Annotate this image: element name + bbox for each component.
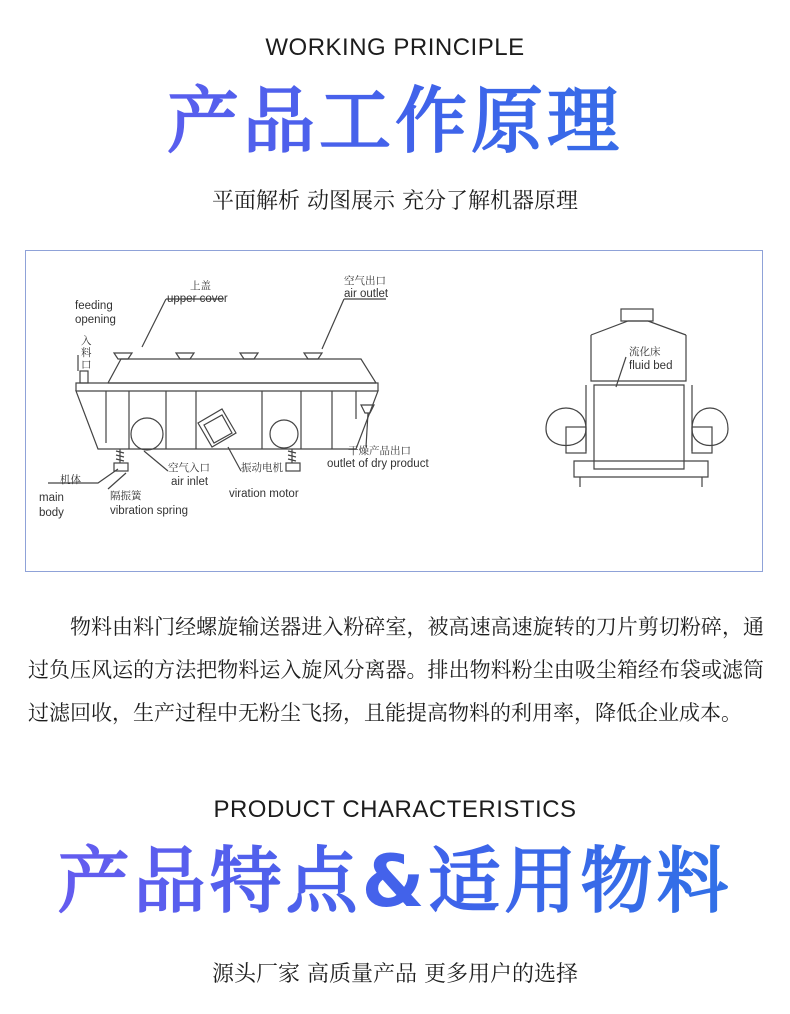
label-motor-cn: 振动电机	[241, 462, 283, 474]
label-air-outlet-cn: 空气出口	[344, 275, 386, 287]
machine-diagram	[25, 250, 763, 572]
label-air-inlet-en: air inlet	[171, 476, 209, 488]
product-characteristics-heading: PRODUCT CHARACTERISTICS	[213, 796, 577, 823]
label-air-inlet-cn: 空气入口	[168, 462, 210, 474]
label-dry-outlet-en: outlet of dry product	[327, 458, 429, 470]
diagram-drawing	[26, 251, 764, 573]
label-motor-en: viration motor	[229, 488, 299, 500]
label-feeding-cn-3: 口	[81, 359, 92, 371]
label-spring-cn: 隔振簧	[110, 490, 142, 502]
label-fluid-bed-en: fluid bed	[629, 360, 673, 372]
label-upper-cover-en: upper cover	[167, 293, 228, 305]
label-feeding-en-1: feeding	[75, 300, 113, 312]
dryer-front-view	[546, 309, 728, 487]
label-spring-en: vibration spring	[110, 505, 188, 517]
working-principle-description: 物料由料门经螺旋输送器进入粉碎室，被高速高速旋转的刀片剪切粉碎，通过负压风运的方法把物料运入旋风分离器。排出物料粉尘由吸尘箱经布袋或滤筒过滤回收，生产过程中无粉尘飞扬，且能提高物料的利用率，降低企业成本。	[28, 615, 764, 725]
label-feeding-en-2: opening	[75, 314, 116, 326]
label-feeding-cn-2: 料	[81, 347, 92, 359]
label-feeding-cn-1: 入	[81, 335, 92, 347]
working-principle-subtitle: 平面解析 动图展示 充分了解机器原理	[212, 189, 578, 214]
product-characteristics-title: 产品特点&适用物料	[0, 836, 790, 926]
label-body-cn: 机体	[60, 474, 81, 486]
label-dry-outlet-cn: 干燥产品出口	[348, 445, 411, 457]
label-body-en-1: main	[39, 492, 64, 504]
label-body-en-2: body	[39, 507, 64, 519]
product-characteristics-subtitle: 源头厂家 高质量产品 更多用户的选择	[212, 962, 578, 987]
working-principle-heading: WORKING PRINCIPLE	[265, 34, 525, 61]
label-fluid-bed-cn: 流化床	[629, 346, 661, 358]
label-upper-cover-cn: 上盖	[190, 280, 211, 292]
working-principle-title: 产品工作原理	[0, 76, 790, 166]
label-air-outlet-en: air outlet	[344, 288, 389, 300]
